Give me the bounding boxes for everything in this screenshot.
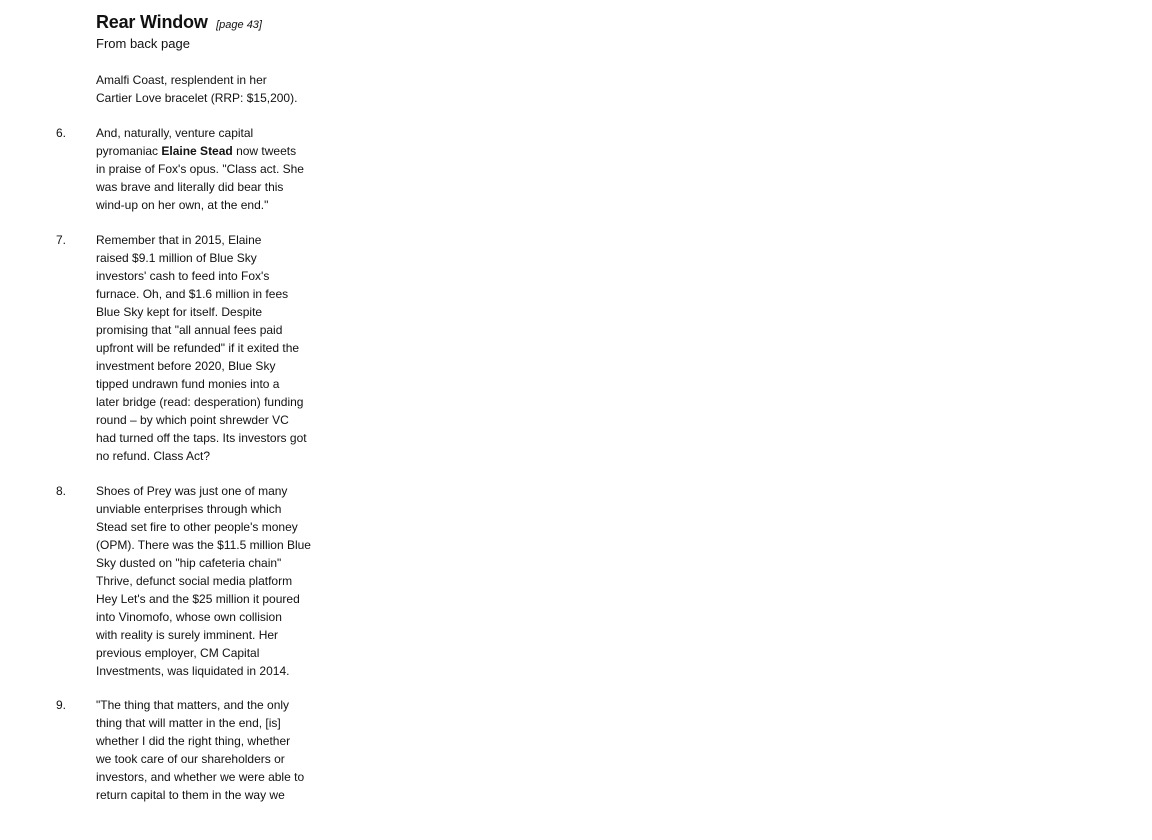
text-line: Stead set fire to other people's money (96, 520, 298, 534)
text-line: no refund. Class Act? (96, 449, 211, 463)
text-line: unviable enterprises through which (96, 502, 282, 516)
text-line: Hey Let's and the $25 million it poured (96, 592, 300, 606)
text-line: investors, and whether we were able to (96, 770, 305, 784)
intro-paragraph (96, 71, 336, 107)
text-line: with reality is surely imminent. Her (96, 628, 279, 642)
text-line: furnace. Oh, and $1.6 million in fees (96, 287, 289, 301)
text-line: Thrive, defunct social media platform (96, 574, 293, 588)
text-line: promising that "all annual fees paid (96, 323, 283, 337)
text-line: round – by which point shrewder VC (96, 413, 289, 427)
text-line (96, 142, 336, 160)
text-line: had turned off the taps. Its investors got (96, 431, 307, 445)
text-line: investors' cash to feed into Fox's (96, 269, 270, 283)
page-reference: [page 43] (216, 19, 262, 31)
text-line: return capital to them in the way we (96, 788, 285, 802)
text-line: raised $9.1 million of Blue Sky (96, 251, 257, 265)
text-line: (OPM). There was the $11.5 million Blue (96, 538, 311, 552)
article-title: Rear Window (96, 12, 208, 32)
text-fragment: now tweets (232, 144, 297, 158)
text-line: thing that will matter in the end, [is] (96, 716, 281, 730)
person-name-bold: Elaine Stead (161, 144, 233, 158)
item-number: 6. (56, 126, 67, 140)
text-line: upfront will be refunded" if it exited the (96, 341, 300, 355)
text-line: Sky dusted on "hip cafeteria chain" (96, 556, 282, 570)
text-line: Cartier Love bracelet (RRP: $15,200). (96, 91, 298, 105)
article-header (96, 12, 262, 51)
item-text (96, 482, 336, 680)
text-line: wind-up on her own, at the end." (96, 198, 269, 212)
text-line: we took care of our shareholders or (96, 752, 285, 766)
text-line: in praise of Fox's opus. "Class act. She (96, 162, 304, 176)
text-line: Remember that in 2015, Elaine (96, 233, 262, 247)
text-line: was brave and literally did bear this (96, 180, 284, 194)
title-line (96, 12, 262, 33)
item-text (96, 124, 336, 214)
item-number: 8. (56, 484, 67, 498)
text-line: into Vinomofo, whose own collision (96, 610, 282, 624)
text-line: tipped undrawn fund monies into a (96, 377, 280, 391)
item-number: 9. (56, 698, 67, 712)
text-line: "The thing that matters, and the only (96, 698, 290, 712)
text-line: Amalfi Coast, resplendent in her (96, 73, 267, 87)
item-text (96, 231, 336, 465)
text-line: previous employer, CM Capital (96, 646, 260, 660)
text-line: investment before 2020, Blue Sky (96, 359, 276, 373)
text-line: And, naturally, venture capital (96, 126, 254, 140)
text-line: later bridge (read: desperation) funding (96, 395, 304, 409)
article-subtitle: From back page (96, 36, 190, 51)
text-line: Investments, was liquidated in 2014. (96, 664, 290, 678)
item-number: 7. (56, 233, 67, 247)
text-line: Shoes of Prey was just one of many (96, 484, 288, 498)
text-line: Blue Sky kept for itself. Despite (96, 305, 263, 319)
item-text (96, 696, 336, 804)
text-line: whether I did the right thing, whether (96, 734, 291, 748)
text-fragment: pyromaniac (96, 144, 162, 158)
